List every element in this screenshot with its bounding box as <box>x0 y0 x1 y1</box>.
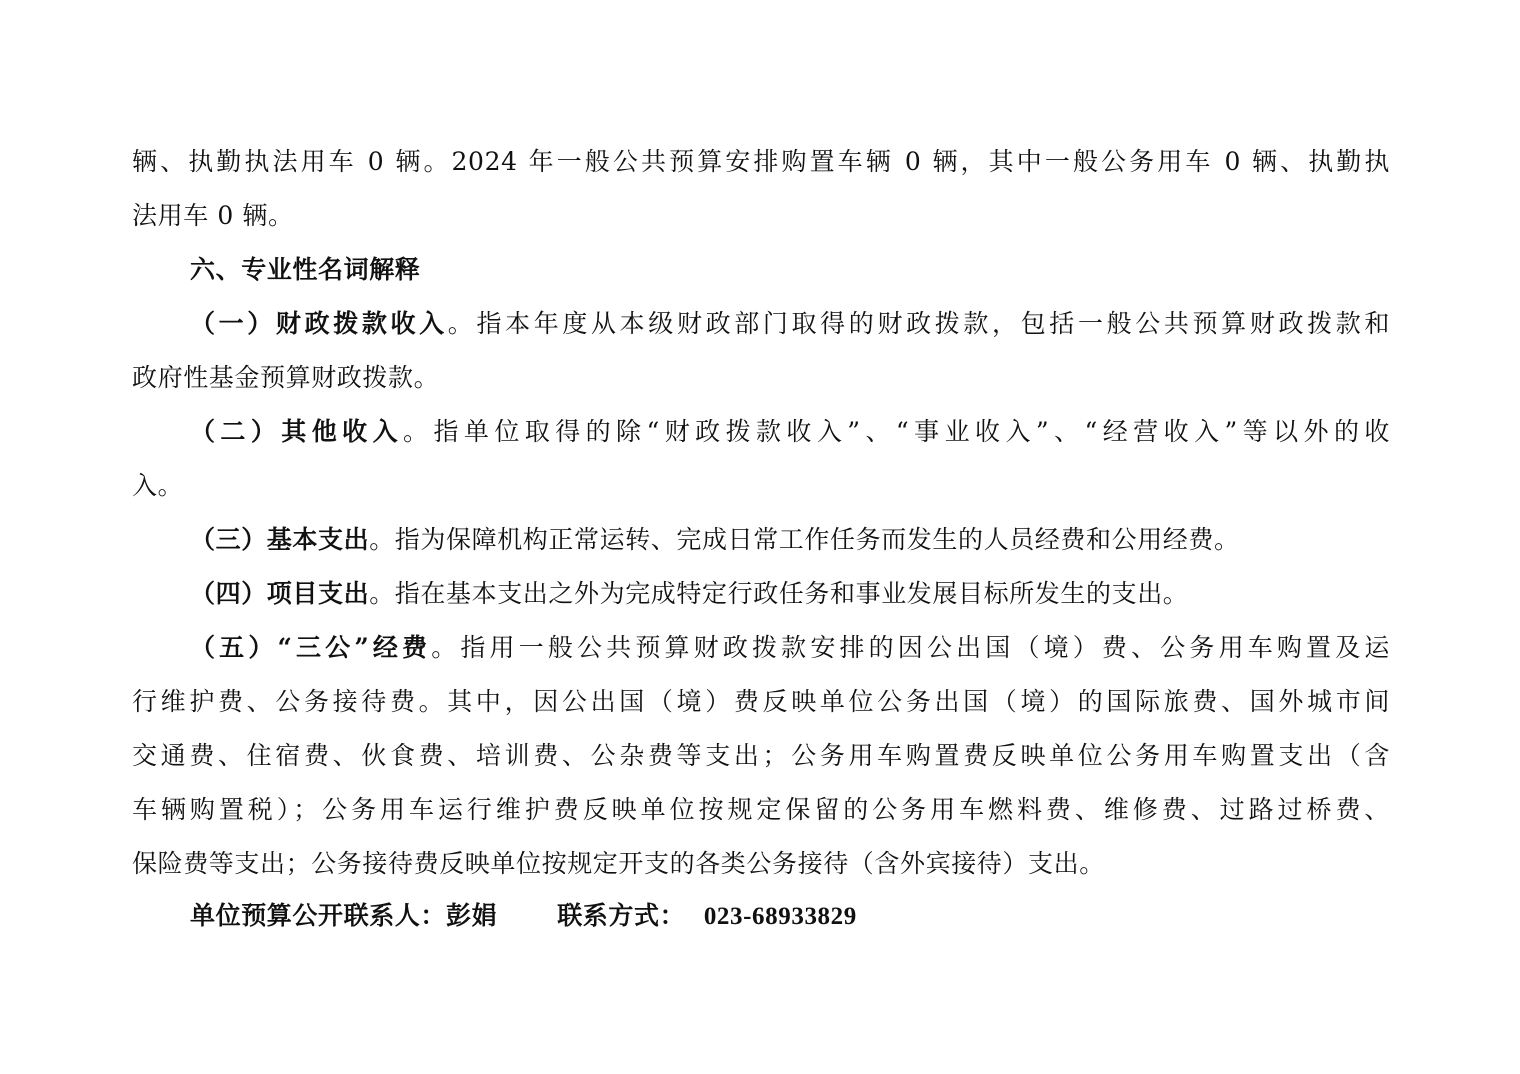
term-definition: 。指用一般公共预算财政拨款安排的因公出国（境）费、公务用车购置及运 <box>431 633 1390 662</box>
paragraph-line <box>132 685 1390 719</box>
section-title: 六、专业性名词解释 <box>190 255 421 284</box>
paragraph-line-vehicles <box>132 145 1390 179</box>
term-definition: 。指本年度从本级财政部门取得的财政拨款，包括一般公共预算财政拨款和 <box>447 309 1390 338</box>
definition-other-income-end <box>132 469 1390 503</box>
definition-fiscal-appropriation <box>190 307 1390 341</box>
contact-line <box>190 899 1390 934</box>
line-text: 法用车 0 辆。 <box>132 201 294 230</box>
term-label: （二）其他收入 <box>190 417 404 446</box>
line-text: 辆、执勤执法用车 0 辆。2024 年一般公共预算安排购置车辆 0 辆，其中一般公务用车 0 辆、执勤执 <box>132 147 1390 176</box>
term-label: （一）财政拨款收入 <box>190 309 448 338</box>
paragraph-line <box>132 847 1390 881</box>
paragraph-line-vehicles-end <box>132 199 1390 233</box>
definition-fiscal-appropriation-end <box>132 361 1390 395</box>
contact-person: 单位预算公开联系人：彭娟 <box>190 901 498 930</box>
term-label: （四）项目支出 <box>190 579 370 608</box>
line-text: 车辆购置税）；公务用车运行维护费反映单位按规定保留的公务用车燃料费、维修费、过路过桥费、 <box>132 795 1390 824</box>
term-label: （五）“三公”经费 <box>190 633 432 662</box>
line-text: 入。 <box>132 471 184 500</box>
paragraph-line <box>132 739 1390 773</box>
line-text: 交通费、住宿费、伙食费、培训费、公杂费等支出；公务用车购置费反映单位公务用车购置支出（含 <box>132 741 1390 770</box>
contact-phone: 023-68933829 <box>703 903 857 930</box>
paragraph-line <box>132 793 1390 827</box>
line-text: 保险费等支出；公务接待费反映单位按规定开支的各类公务接待（含外宾接待）支出。 <box>132 849 1105 878</box>
definition-other-income <box>190 415 1390 449</box>
term-definition: 。指为保障机构正常运转、完成日常工作任务而发生的人员经费和公用经费。 <box>369 525 1240 554</box>
term-definition: 。指单位取得的除“财政拨款收入”、“事业收入”、“经营收入”等以外的收 <box>403 417 1391 446</box>
definition-three-public-expenses <box>190 631 1390 665</box>
term-definition: 。指在基本支出之外为完成特定行政任务和事业发展目标所发生的支出。 <box>369 579 1189 608</box>
definition-project-expenditure <box>190 577 1390 611</box>
section-heading <box>190 253 1390 287</box>
line-text: 政府性基金预算财政拨款。 <box>132 363 440 392</box>
term-label: （三）基本支出 <box>190 525 370 554</box>
definition-basic-expenditure <box>190 523 1390 557</box>
line-text: 行维护费、公务接待费。其中，因公出国（境）费反映单位公务出国（境）的国际旅费、国外城市间 <box>132 687 1390 716</box>
contact-phone-label: 联系方式： <box>557 901 686 930</box>
